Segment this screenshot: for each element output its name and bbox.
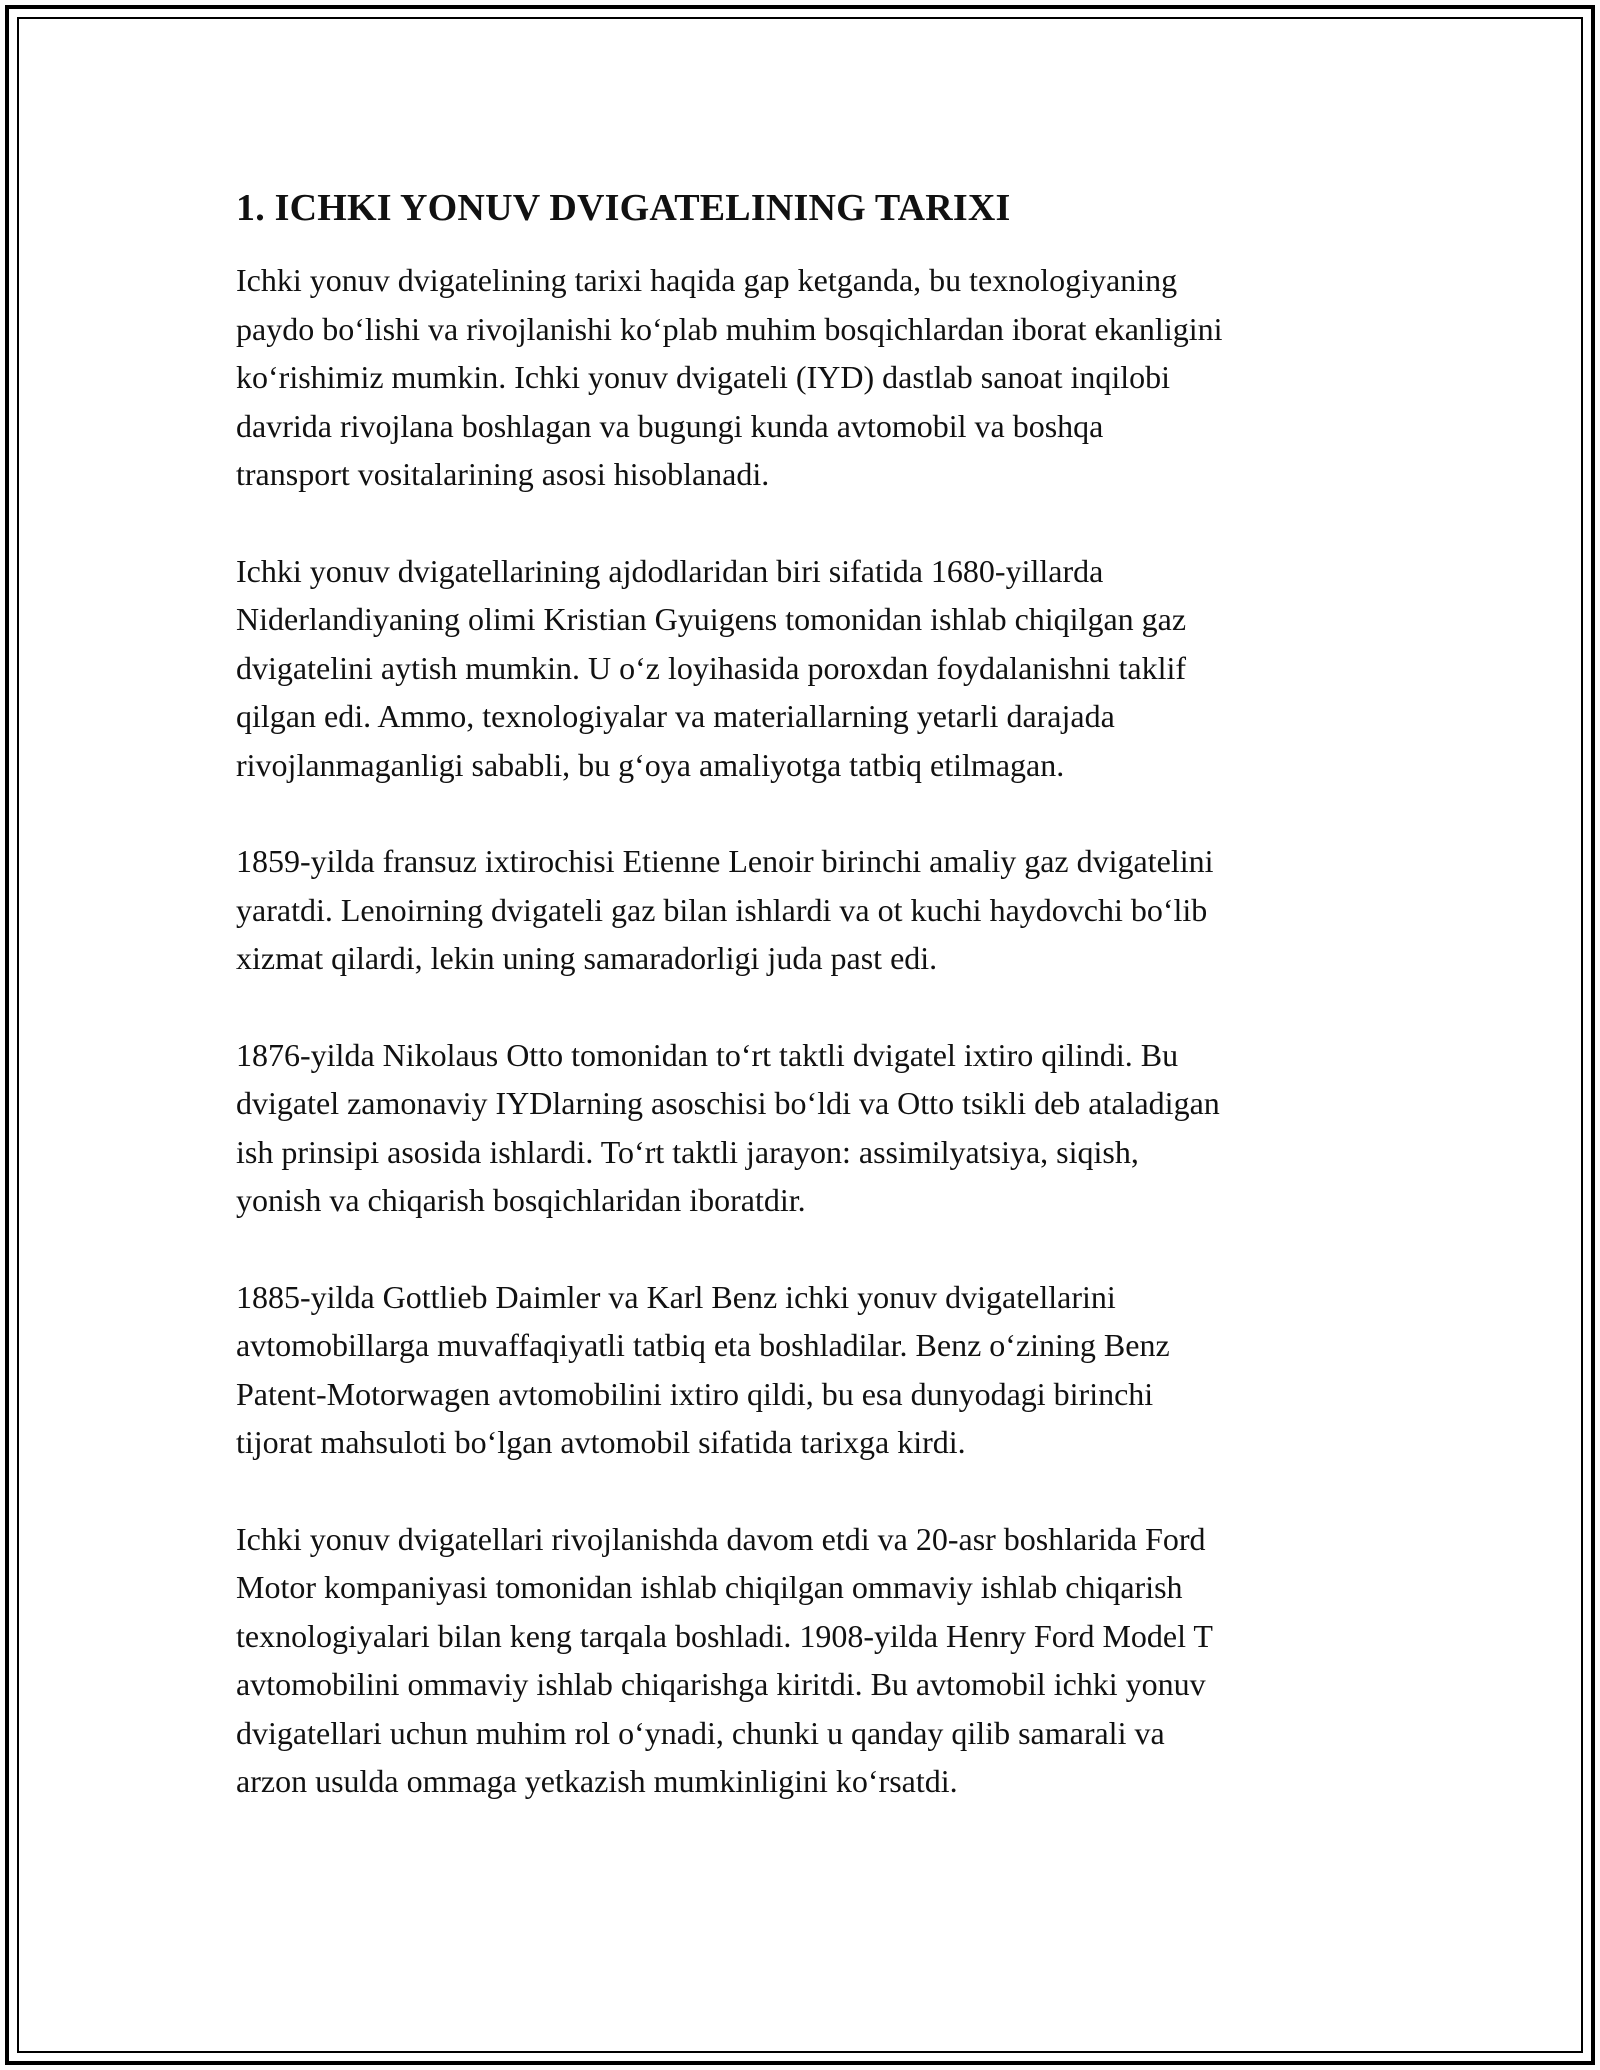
paragraph-line: Motor kompaniyasi tomonidan ishlab chiqilgan ommaviy ishlab chiqarish (236, 1569, 1183, 1605)
paragraph-daimler-benz (236, 1273, 1376, 1467)
paragraph-line: Niderlandiyaning olimi Kristian Gyuigens tomonidan ishlab chiqilgan gaz (236, 601, 1187, 637)
paragraph-otto (236, 1031, 1376, 1225)
paragraph-line: Ichki yonuv dvigatellari rivojlanishda davom etdi va 20-asr boshlarida Ford (236, 1520, 1206, 1557)
document-body (236, 180, 1376, 1854)
section-title: 1. ICHKI YONUV DVIGATELINING TARIXI (236, 187, 1011, 229)
paragraph-line: arzon usulda ommaga yetkazish mumkinligini ko‘rsatdi. (236, 1763, 958, 1799)
paragraph-line: davrida rivojlana boshlagan va bugungi kunda avtomobil va boshqa (236, 407, 1104, 444)
paragraph-line: tijorat mahsuloti bo‘lgan avtomobil sifatida tarixga kirdi. (236, 1424, 966, 1460)
paragraph-line: avtomobilini ommaviy ishlab chiqarishga kiritdi. Bu avtomobil ichki yonuv (236, 1666, 1206, 1702)
paragraph-line: Patent-Motorwagen avtomobilini ixtiro qildi, bu esa dunyodagi birinchi (236, 1375, 1154, 1412)
paragraph-line: avtomobillarga muvaffaqiyatli tatbiq eta boshladilar. Benz o‘zining Benz (236, 1327, 1170, 1363)
paragraph-line: dvigatel zamonaviy IYDlarning asoschisi bo‘ldi va Otto tsikli deb ataladigan (236, 1085, 1220, 1121)
paragraph-line: texnologiyalari bilan keng tarqala boshladi. 1908-yilda Henry Ford Model T (236, 1617, 1213, 1654)
paragraph-line: yonish va chiqarish bosqichlaridan iboratdir. (236, 1182, 806, 1218)
paragraph-line: ish prinsipi asosida ishlardi. To‘rt taktli jarayon: assimilyatsiya, siqish, (236, 1133, 1139, 1170)
paragraph-ford (236, 1515, 1376, 1806)
paragraph-line: 1876-yilda Nikolaus Otto tomonidan to‘rt taktli dvigatel ixtiro qilindi. Bu (236, 1036, 1179, 1073)
paragraph-line: paydo bo‘lishi va rivojlanishi ko‘plab muhim bosqichlardan iborat ekanligini (236, 310, 1223, 347)
paragraph-line: qilgan edi. Ammo, texnologiyalar va materiallarning yetarli darajada (236, 698, 1115, 734)
paragraph-line: ko‘rishimiz mumkin. Ichki yonuv dvigateli (IYD) dastlab sanoat inqilobi (236, 359, 1171, 395)
paragraph-huygens (236, 547, 1376, 790)
paragraph-line: Ichki yonuv dvigatellarining ajdodlaridan biri sifatida 1680-yillarda (236, 552, 1104, 589)
paragraph-line: Ichki yonuv dvigatelining tarixi haqida gap ketganda, bu texnologiyaning (236, 262, 1178, 298)
paragraph-lenoir (236, 837, 1376, 983)
paragraph-line: dvigatelini aytish mumkin. U o‘z loyihasida poroxdan foydalanishni taklif (236, 649, 1187, 686)
paragraph-line: dvigatellari uchun muhim rol o‘ynadi, chunki u qanday qilib samarali va (236, 1714, 1165, 1751)
paragraph-line: 1859-yilda fransuz ixtirochisi Etienne Lenoir birinchi amaliy gaz dvigatelini (236, 843, 1214, 879)
paragraph-line: transport vositalarining asosi hisoblanadi. (236, 456, 770, 492)
paragraph-line: rivojlanmaganligi sababli, bu g‘oya amaliyotga tatbiq etilmagan. (236, 746, 1065, 783)
paragraph-introduction (236, 256, 1376, 499)
paragraph-line: xizmat qilardi, lekin uning samaradorligi juda past edi. (236, 940, 938, 976)
paragraph-line: 1885-yilda Gottlieb Daimler va Karl Benz ichki yonuv dvigatellarini (236, 1278, 1116, 1315)
paragraph-line: yaratdi. Lenoirning dvigateli gaz bilan ishlardi va ot kuchi haydovchi bo‘lib (236, 891, 1208, 928)
